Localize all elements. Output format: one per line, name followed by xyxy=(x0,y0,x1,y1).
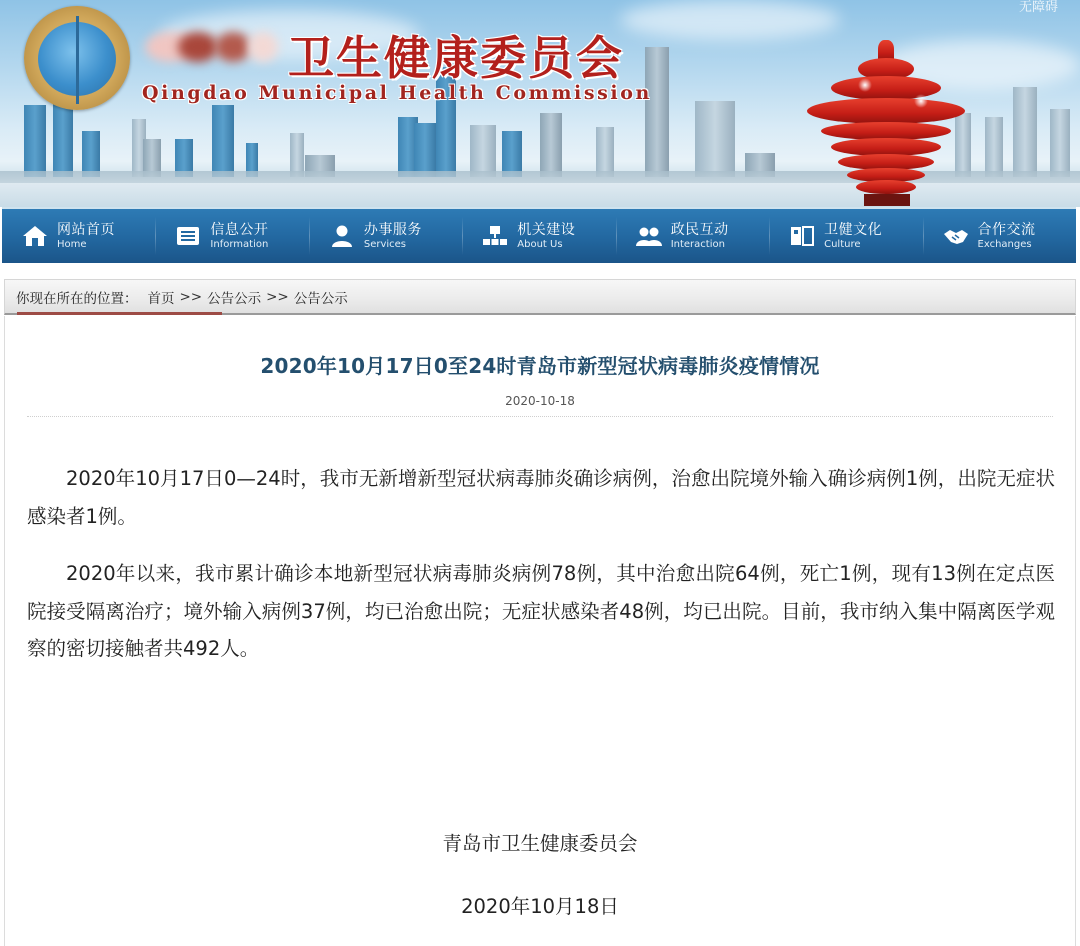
nav-item-about-us[interactable] xyxy=(462,209,615,263)
people-icon xyxy=(636,224,662,248)
nav-item-information[interactable] xyxy=(155,209,308,263)
article-container xyxy=(4,316,1076,946)
nav-label-cn: 合作交流 xyxy=(977,221,1036,238)
site-title-en: Qingdao Municipal Health Commission xyxy=(142,82,652,104)
nav-label-en: Culture xyxy=(824,238,861,250)
article-signature-date: 2020年10月18日 xyxy=(461,895,619,918)
article-paragraph: 2020年以来，我市累计确诊本地新型冠状病毒肺炎病例78例，其中治愈出院64例，死亡1例，现有13例在定点医院接受隔离治疗；境外输入病例37例，均已治愈出院；无症状感染者48例，均已出院。目前，我市纳入集中隔离医学观察的密切接触者共492人。 xyxy=(27,562,1055,660)
header-banner xyxy=(0,0,1080,207)
breadcrumb-current[interactable]: 公告公示 xyxy=(293,290,348,307)
redacted-text xyxy=(215,32,251,62)
nav-label-cn: 信息公开 xyxy=(210,221,269,238)
nav-label-cn: 政民互动 xyxy=(670,221,729,238)
nav-item-interaction[interactable] xyxy=(616,209,769,263)
nav-item-exchanges[interactable] xyxy=(923,209,1076,263)
title-divider xyxy=(27,416,1053,417)
nav-item-home[interactable] xyxy=(2,209,155,263)
nav-label-cn: 网站首页 xyxy=(57,221,115,238)
nav-label-cn: 办事服务 xyxy=(363,221,422,238)
breadcrumb xyxy=(4,279,1076,315)
article-body xyxy=(27,460,1055,688)
breadcrumb-label: 你现在所在的位置： xyxy=(16,290,138,307)
nav-item-culture[interactable] xyxy=(769,209,922,263)
handshake-icon xyxy=(943,224,969,248)
redacted-text xyxy=(248,32,278,62)
site-title-cn: 卫生健康委员会 xyxy=(288,31,624,85)
cloud-decoration xyxy=(620,0,840,40)
breadcrumb-separator: >> xyxy=(179,288,203,305)
nav-label-en: About Us xyxy=(517,238,563,250)
commission-logo[interactable] xyxy=(24,6,130,110)
redacted-text xyxy=(178,32,218,62)
book-icon xyxy=(789,224,815,248)
nav-label-en: Information xyxy=(210,238,269,250)
nav-label-cn: 卫健文化 xyxy=(824,221,883,238)
document-list-icon xyxy=(175,224,201,248)
home-icon xyxy=(22,224,48,248)
breadcrumb-accent-line xyxy=(17,312,222,315)
accessibility-link[interactable]: 无障碍 xyxy=(1018,0,1058,15)
breadcrumb-announcements-link[interactable]: 公告公示 xyxy=(207,290,262,307)
org-chart-icon xyxy=(482,224,508,248)
article-title: 2020年10月17日0至24时青岛市新型冠状病毒肺炎疫情情况 xyxy=(260,354,820,378)
article-signature: 青岛市卫生健康委员会 xyxy=(442,832,638,855)
main-nav xyxy=(2,207,1076,263)
nav-label-en: Interaction xyxy=(670,238,725,250)
breadcrumb-separator: >> xyxy=(266,288,289,305)
user-icon xyxy=(329,224,355,248)
nav-label-cn: 机关建设 xyxy=(517,221,576,238)
nav-label-en: Services xyxy=(363,238,407,250)
article-date: 2020-10-18 xyxy=(505,394,575,408)
logo-stem xyxy=(76,16,79,104)
nav-label-en: Exchanges xyxy=(977,238,1032,250)
may-fourth-sculpture-image xyxy=(806,40,966,206)
article-paragraph: 2020年10月17日0—24时，我市无新增新型冠状病毒肺炎确诊病例，治愈出院境外输入确诊病例1例，出院无症状感染者1例。 xyxy=(27,467,1055,528)
nav-item-services[interactable] xyxy=(309,209,462,263)
breadcrumb-home-link[interactable]: 首页 xyxy=(147,290,175,307)
nav-label-en: Home xyxy=(57,238,87,250)
